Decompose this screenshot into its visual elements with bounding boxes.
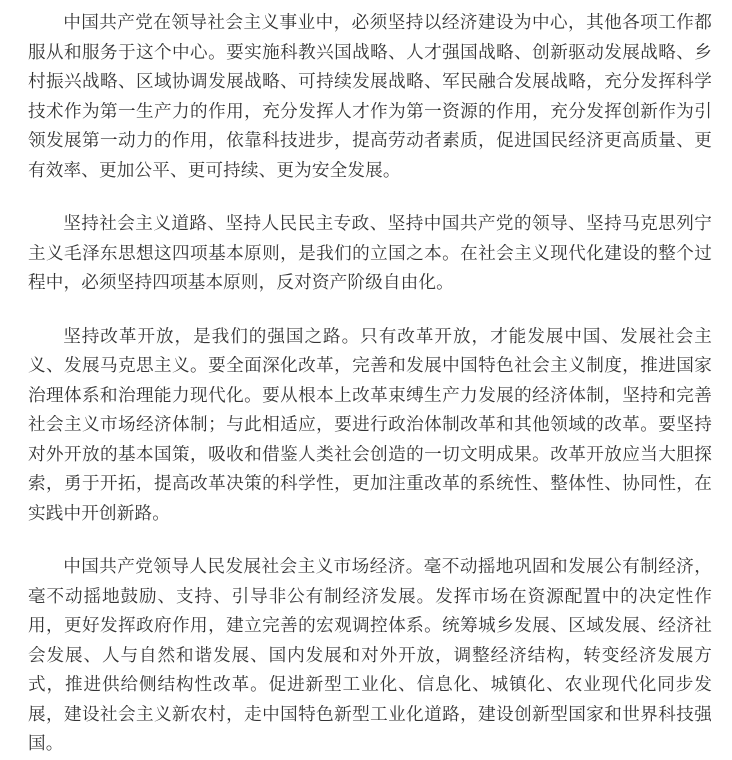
paragraph-four-cardinal-principles: 坚持社会主义道路、坚持人民民主专政、坚持中国共产党的领导、坚持马克思列宁主义毛泽东思想这四项基本原则，是我们的立国之本。在社会主义现代化建设的整个过程中，必须坚持四项基本原则，反对资产阶级自由化。 — [28, 214, 712, 293]
paragraph-market-economy: 中国共产党领导人民发展社会主义市场经济。毫不动摇地巩固和发展公有制经济，毫不动摇地鼓励、支持、引导非公有制经济发展。发挥市场在资源配置中的决定性作用，更好发挥政府作用，建立完善的宏观调控体系。统筹城乡发展、区域发展、经济社会发展、人与自然和谐发展、国内发展和对外开放，调整经济结构，转变经济发展方式，推进供给侧结构性改革。促进新型工业化、信息化、城镇化、农业现代化同步发展，建设社会主义新农村，走中国特色新型工业化道路，建设创新型国家和世界科技强国。 — [28, 557, 712, 754]
paragraph-reform-opening-up: 坚持改革开放，是我们的强国之路。只有改革开放，才能发展中国、发展社会主义、发展马克思主义。要全面深化改革，完善和发展中国特色社会主义制度，推进国家治理体系和治理能力现代化。要从根本上改革束缚生产力发展的经济体制，坚持和完善社会主义市场经济体制；与此相适应，要进行政治体制改革和其他领域的改革。要坚持对外开放的基本国策，吸收和借鉴人类社会创造的一切文明成果。改革开放应当大胆探索，勇于开拓，提高改革决策的科学性，更加注重改革的系统性、整体性、协同性，在实践中开创新路。 — [28, 326, 712, 524]
paragraph-economic-construction: 中国共产党在领导社会主义事业中，必须坚持以经济建设为中心，其他各项工作都服从和服务于这个中心。要实施科教兴国战略、人才强国战略、创新驱动发展战略、乡村振兴战略、区域协调发展战略、可持续发展战略、军民融合发展战略，充分发挥科学技术作为第一生产力的作用，充分发挥人才作为第一资源的作用，充分发挥创新作为引领发展第一动力的作用，依靠科技进步，提高劳动者素质，促进国民经济更高质量、更有效率、更加公平、更可持续、更为安全发展。 — [28, 13, 712, 181]
